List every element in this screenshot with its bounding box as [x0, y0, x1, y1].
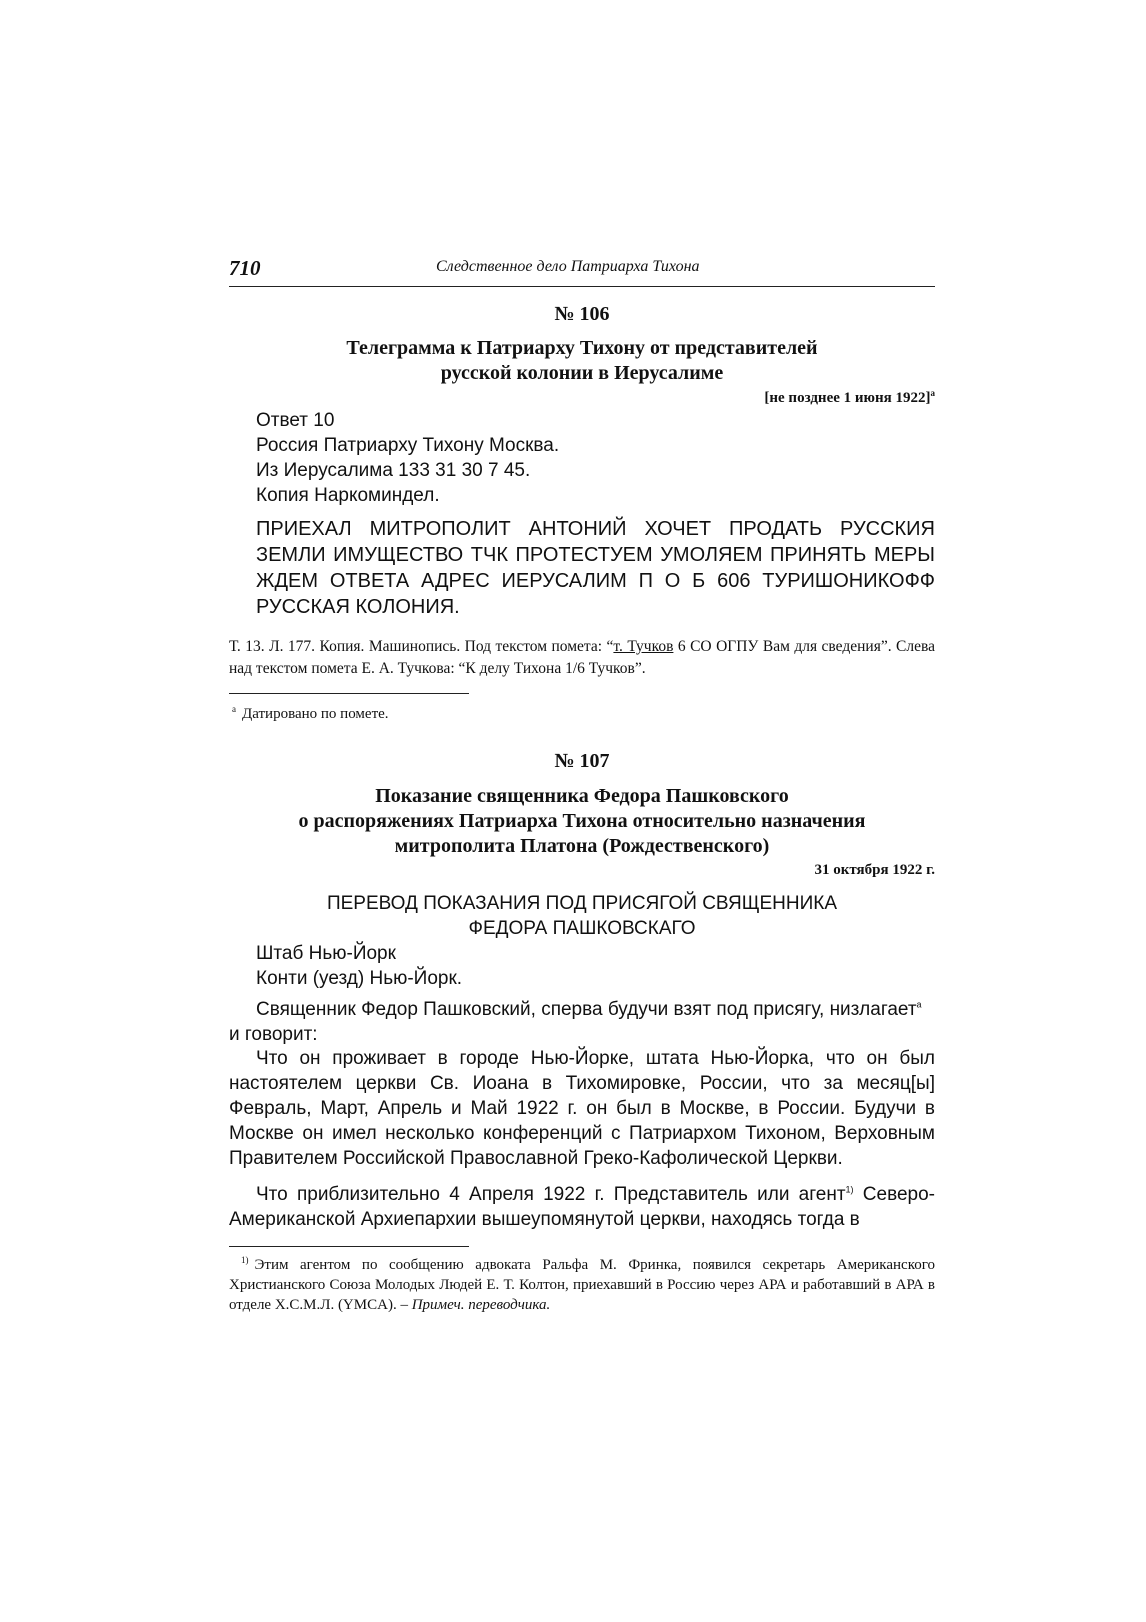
doc106-date-mark: a — [930, 388, 935, 398]
doc107-paragraph-1 — [229, 997, 935, 1047]
doc106-number: № 106 — [554, 303, 610, 325]
doc107-paragraph-3 — [229, 1182, 935, 1232]
doc107-para3-mark: 1) — [845, 1184, 854, 1195]
doc107-para1-mark: a — [916, 999, 922, 1010]
doc106-telegram-header — [256, 408, 559, 508]
doc106-footnote-text: Датировано по помете. — [242, 706, 389, 722]
doc106-footnote-mark: a — [232, 704, 236, 714]
doc106-source-underlined: т. Тучков — [613, 638, 674, 655]
doc106-title-line2: русской колонии в Иерусалиме — [440, 362, 724, 384]
doc107-footnote — [229, 1250, 935, 1315]
doc107-heading — [229, 891, 935, 941]
doc107-para1-text: Священник Федор Пашковский, сперва будучи взят под присягу, низлагает — [256, 999, 917, 1020]
doc107-footnote-text: Этим агентом по сообщению адвоката Ральфа М. Фринка, появился секретарь Американского Христианского Союза Молодых Людей Е. Т. Колтон, приехавший в Россию через АРА и работавший в АРА в отделе Х.С.М.Л. (YMCA). – — [229, 1257, 935, 1313]
doc107-paragraph-2: Что он проживает в городе Нью-Йорке, штата Нью-Йорка, что он был настоятелем церкви Св. Иоана в Тихомировке, России, что за месяц[ы] Февраль, Март, Апрель и Май 1922 г. он был в Москве, в России. Будучи в Москве он имел несколько конференций с Патриархом Тихоном, Верховным Правителем Российской Православной Греко-Кафолической Церкви. — [229, 1048, 935, 1169]
doc107-place-line2: Конти (уезд) Нью-Йорк. — [256, 968, 463, 989]
doc107-footnote-italic: Примеч. переводчика. — [411, 1297, 551, 1313]
doc107-place-line1: Штаб Нью-Йорк — [256, 943, 396, 964]
doc106-title-line1: Телеграмма к Патриарху Тихону от представителей — [346, 337, 818, 359]
running-title: Следственное дело Патриарха Тихона — [436, 258, 700, 275]
page-number: 710 — [229, 256, 261, 280]
doc107-place — [229, 941, 935, 991]
doc106-source-note — [229, 636, 935, 680]
doc107-title — [229, 784, 935, 859]
doc107-title-line3: митрополита Платона (Рождественского) — [394, 835, 770, 857]
header-rule — [229, 286, 935, 287]
doc107-para3-end: Северо-Американской Архиепархии вышеупомянутой церкви, находясь тогда в — [229, 1184, 935, 1230]
doc107-title-line1: Показание священника Федора Пашковского — [375, 785, 789, 807]
doc107-date: 31 октября 1922 г. — [814, 862, 935, 878]
doc106-source-after: 6 СО ОГПУ Вам для сведения”. Слева над текстом помета Е. А. Тучкова: “К делу Тихона 1/6 Тучков”. — [229, 638, 935, 677]
doc106-footnote-rule — [229, 693, 469, 694]
doc107-heading-line1: ПЕРЕВОД ПОКАЗАНИЯ ПОД ПРИСЯГОЙ СВЯЩЕННИКА — [326, 893, 838, 914]
doc106-date — [229, 390, 935, 407]
doc107-para1-end: и говорит: — [229, 1024, 318, 1045]
doc106-source-before: Т. 13. Л. 177. Копия. Машинопись. Под текстом помета: “ — [229, 638, 614, 655]
doc107-title-line2: о распоряжениях Патриарха Тихона относительно назначения — [298, 810, 866, 832]
doc106-line-1: Ответ 10 — [256, 410, 335, 431]
doc106-line-2: Россия Патриарху Тихону Москва. — [256, 435, 560, 456]
doc107-footnote-rule — [229, 1246, 469, 1247]
doc106-date-text: [не позднее 1 июня 1922] — [764, 390, 931, 406]
doc106-title — [229, 336, 935, 386]
doc107-number: № 107 — [554, 750, 610, 772]
doc106-line-3: Из Иерусалима 133 31 30 7 45. — [256, 460, 531, 481]
doc107-footnote-mark: 1) — [241, 1255, 249, 1265]
doc106-message: ПРИЕХАЛ МИТРОПОЛИТ АНТОНИЙ ХОЧЕТ ПРОДАТЬ РУССКИЯ ЗЕМЛИ ИМУЩЕСТВО ТЧК ПРОТЕСТУЕМ УМОЛЯЕМ ПРИНЯТЬ МЕРЫ ЖДЕМ ОТВЕТА АДРЕС ИЕРУСАЛИМ П О Б 606 ТУРИШОНИКОФФ РУССКАЯ КОЛОНИЯ. — [256, 518, 935, 618]
doc106-footnote — [229, 699, 935, 724]
doc106-line-4: Копия Наркоминдел. — [256, 485, 440, 506]
doc107-para3-text: Что приблизительно 4 Апреля 1922 г. Представитель или агент — [256, 1184, 846, 1205]
doc107-heading-line2: ФЕДОРА ПАШКОВСКАГО — [468, 918, 696, 939]
